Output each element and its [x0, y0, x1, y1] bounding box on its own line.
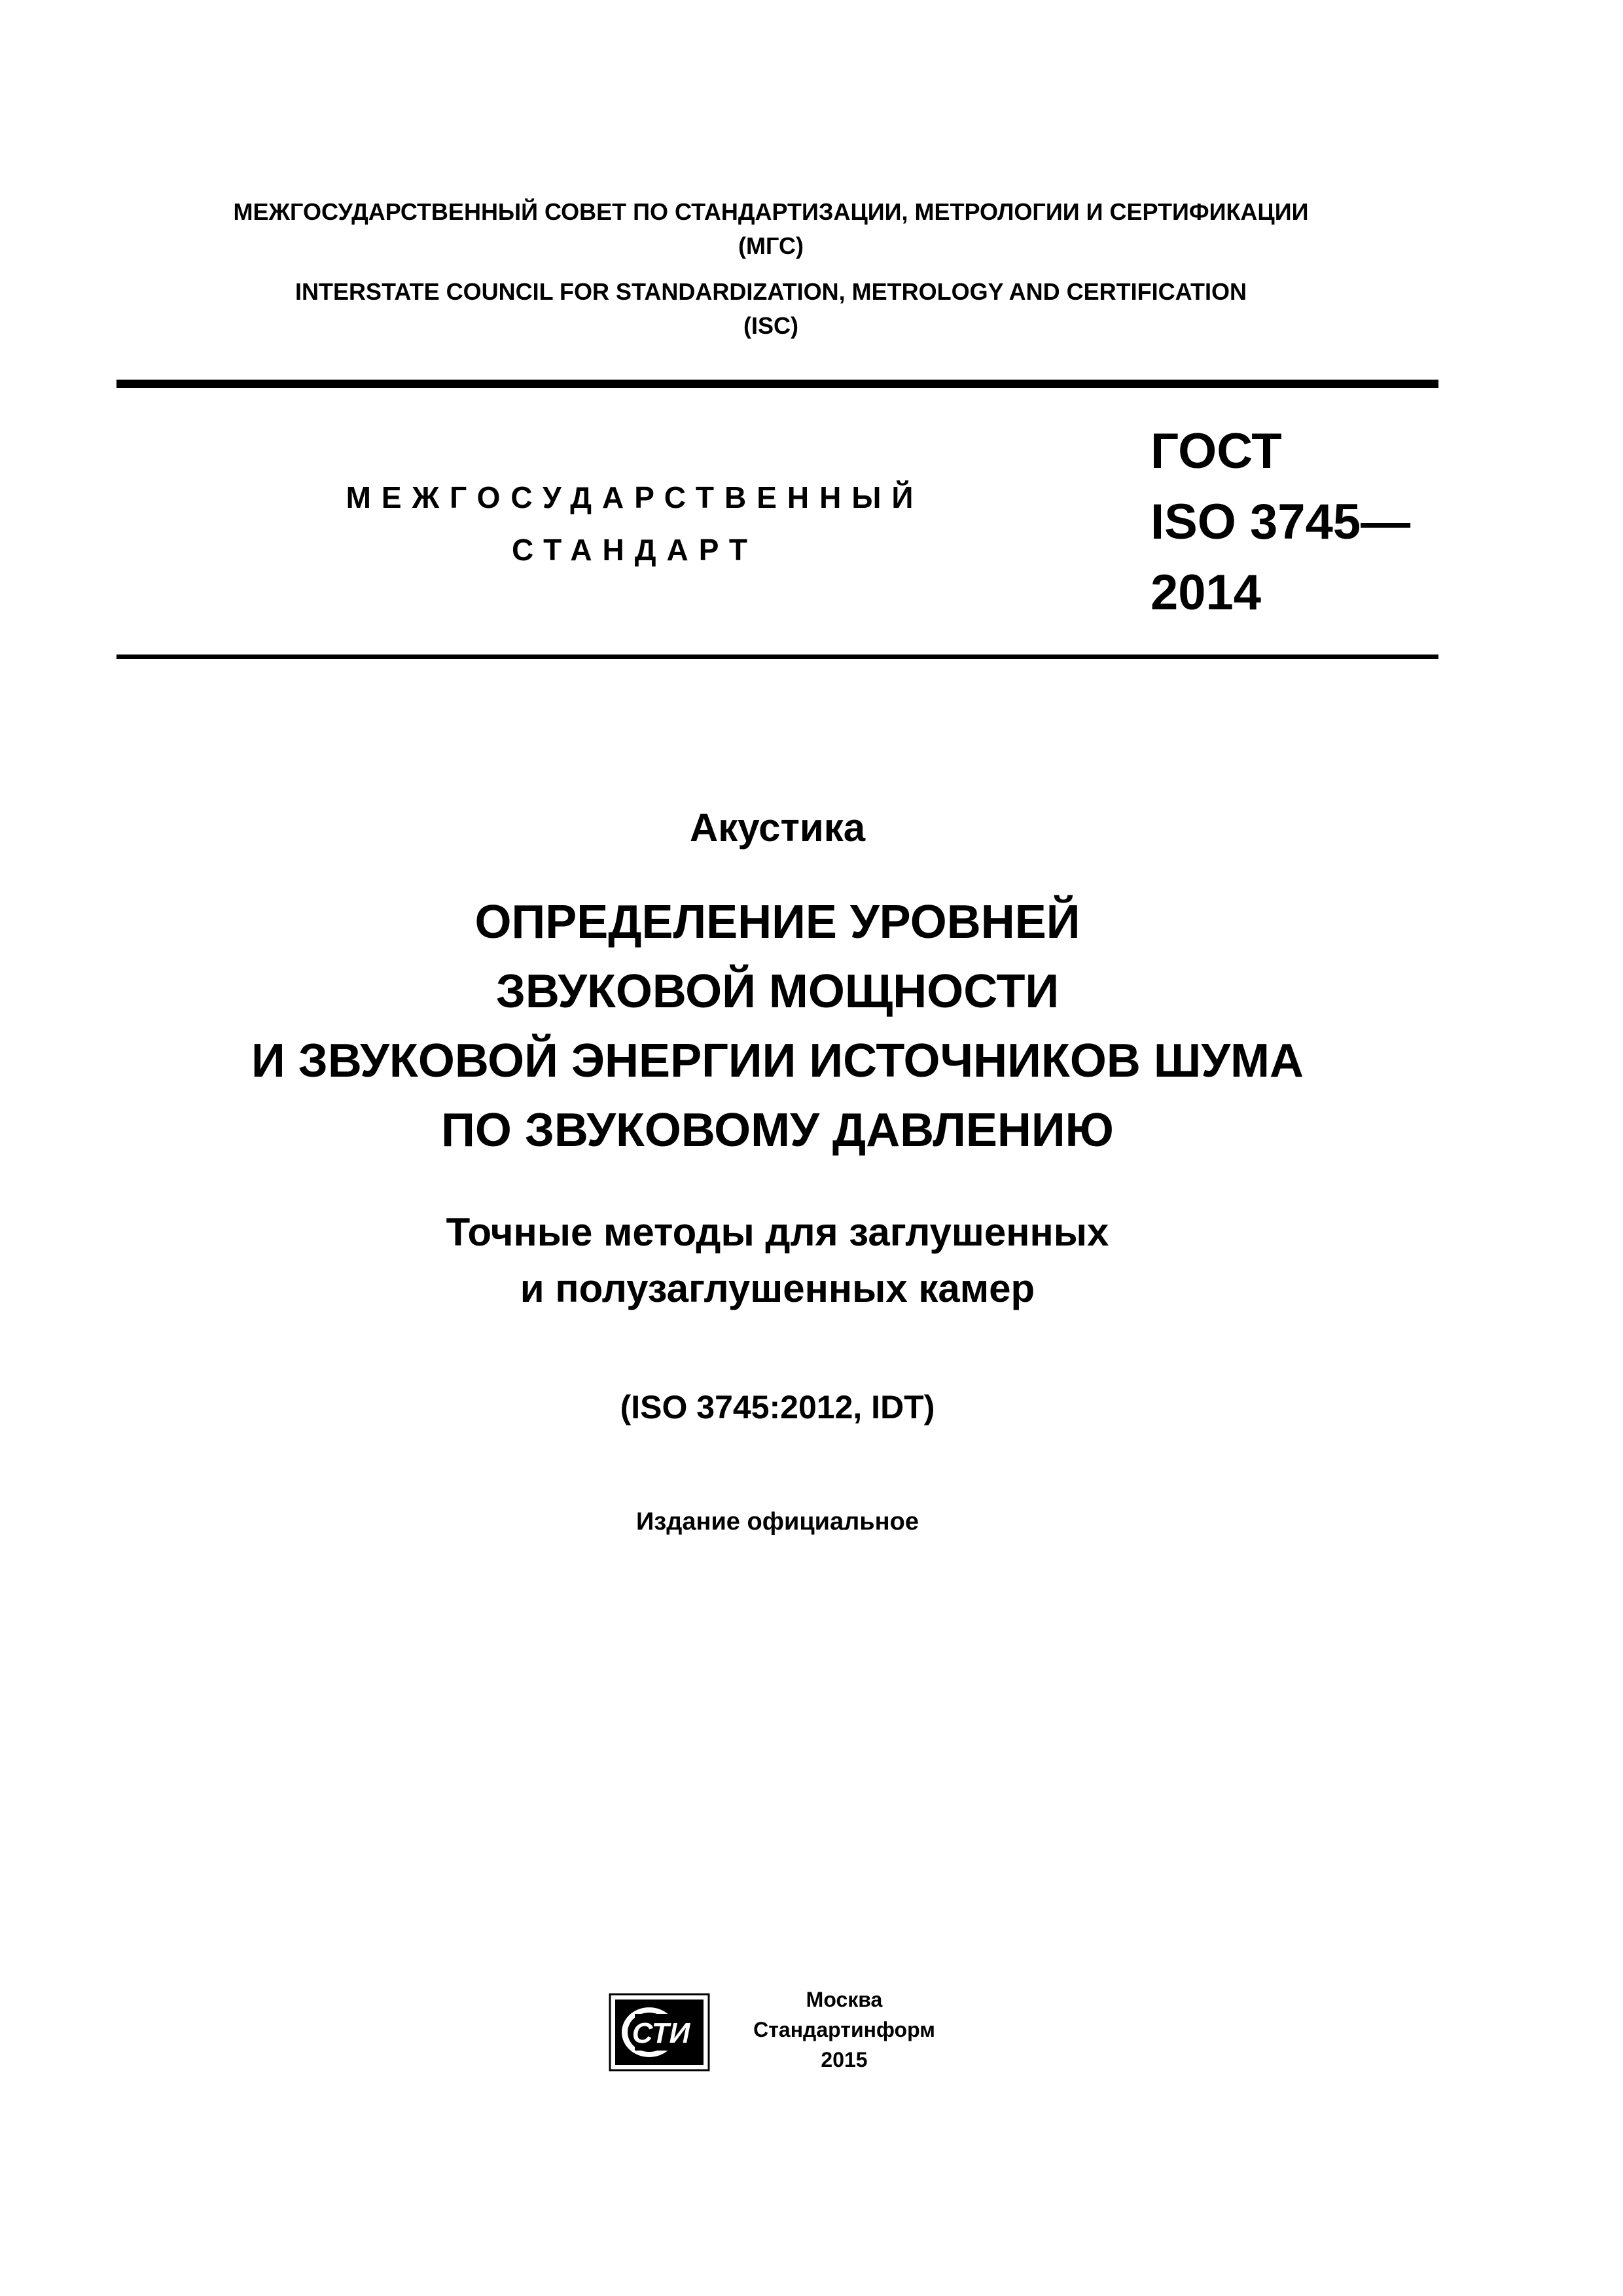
subtitle-line: Точные методы для заглушенных: [446, 1210, 1109, 1254]
title-line: ПО ЗВУКОВОМУ ДАВЛЕНИЮ: [441, 1104, 1114, 1157]
standard-designation-line2: ISO 3745—: [1150, 494, 1411, 550]
publisher-info: [726, 1984, 962, 2075]
council-name-ru-line: МЕЖГОСУДАРСТВЕННЫЙ СОВЕТ ПО СТАНДАРТИЗАЦИИ, МЕТРОЛОГИИ И СЕРТИФИКАЦИИ: [233, 198, 1309, 225]
top-divider: [116, 380, 1438, 388]
standartinform-logo-icon: [609, 1993, 710, 2072]
standard-designation-line3: 2014: [1150, 565, 1262, 620]
document-subtitle: [116, 1204, 1438, 1317]
svg-text:СТИ: СТИ: [632, 2017, 690, 2049]
council-name-en: [116, 275, 1425, 343]
document-title: [116, 888, 1438, 1165]
council-name-ru: [116, 195, 1425, 263]
council-name-en-line: INTERSTATE COUNCIL FOR STANDARDIZATION, METROLOGY AND CERTIFICATION: [295, 278, 1247, 305]
document-subject: Акустика: [689, 806, 866, 850]
publisher-year: 2015: [821, 2048, 868, 2072]
edition-note: Издание официальное: [636, 1508, 919, 1535]
standard-type-line1: МЕЖГОСУДАРСТВЕННЫЙ: [346, 480, 924, 514]
title-line: И ЗВУКОВОЙ ЭНЕРГИИ ИСТОЧНИКОВ ШУМА: [251, 1035, 1304, 1087]
publisher-city: Москва: [806, 1988, 883, 2011]
council-abbr-ru: (МГС): [738, 232, 804, 259]
iso-reference: (ISO 3745:2012, IDT): [620, 1389, 935, 1426]
standard-type-line2: СТАНДАРТ: [512, 533, 758, 567]
standard-designation-line1: ГОСТ: [1150, 423, 1282, 479]
title-line: ОПРЕДЕЛЕНИЕ УРОВНЕЙ: [474, 896, 1080, 948]
council-abbr-en: (ISC): [743, 312, 798, 339]
bottom-divider: [116, 655, 1438, 659]
title-line: ЗВУКОВОЙ МОЩНОСТИ: [495, 965, 1060, 1018]
subtitle-line: и полузаглушенных камер: [520, 1266, 1035, 1310]
publisher-name: Стандартинформ: [753, 2018, 935, 2041]
